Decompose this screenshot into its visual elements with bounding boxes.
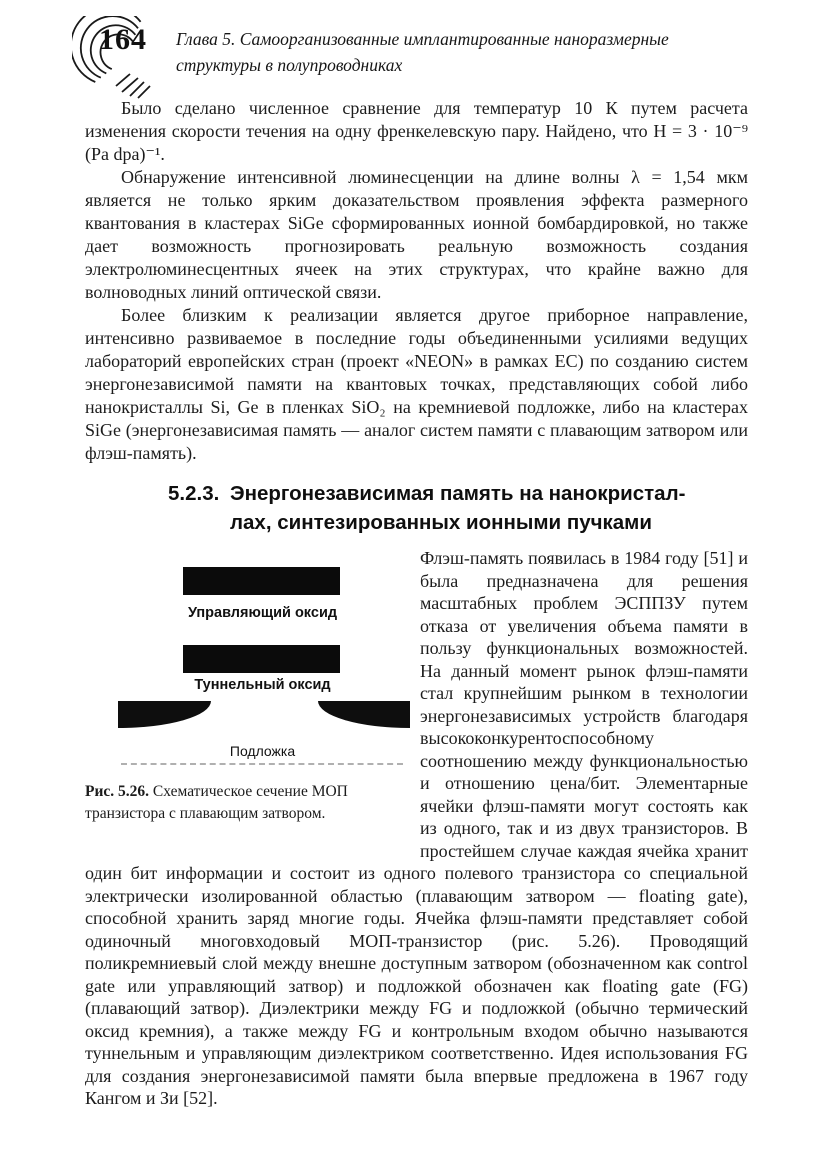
page-header (72, 16, 669, 102)
substrate-bottom-line (121, 763, 403, 765)
source-region (118, 701, 211, 728)
page-number: 164 (99, 23, 147, 56)
page-content (85, 97, 748, 1110)
mos-transistor-diagram (85, 559, 420, 769)
section-title-line1: Энергонезависимая память на нанокристал- (230, 482, 686, 505)
paragraph-flash-memory: Флэш-память появилась в 1984 году [51] и была предназначена для решения масштабных проблем ЭСППЗУ путем отказа от увеличения объема памяти в пользу функциональных возможностей. На данный момент рынок флэш-памяти стал крупнейшим рынком в технологии энергонезависимых устройств благодаря высококонкурентоспособному соотношению между функциональностью и отношению цена/бит. Элементарные ячейки флэш-памяти могут состоять как из одного, так и из двух транзисторов. В простейшем случае каждая ячейка хранит один бит информации и состоит из одного полевого транзистора со специальной электрически изолированной областью (плавающим затвором — floating gate), способной хранить заряд многие годы. Ячейка флэш-памяти представляет собой одиночный многовходовый МОП-транзистор (рис. 5.26). Проводящий поликремниевый слой между внешне доступным затвором (обозначенном как control gate или управляющий затвор) и подложкой обозначен как floating gate (FG) (плавающий затвор). Диэлектрики между FG и подложкой (обычно термический оксид кремния), а также между FG и контрольным входом обычно называются туннельным и управляющим диэлектриком соответственно. Идея использования FG для создания энергонезависимой памяти была впервые предложена в 1967 году Кангом и Зи [52]. (85, 548, 748, 1108)
running-head-line1: Глава 5. Самоорганизованные имплантированные наноразмерные (176, 29, 669, 49)
section-title-line2: лах, синтезированных ионными пучками (230, 511, 652, 534)
chapter-logo (72, 16, 170, 102)
drain-region (318, 701, 410, 728)
running-head (176, 16, 669, 78)
paragraph-luminescence: Обнаружение интенсивной люминесценции на длине волны λ = 1,54 мкм является не только ярким доказательством проявления эффекта размерного квантования в кластерах SiGe сформированных ионной бомбардировкой, но также дает возможность прогнозировать реальную возможность создания электролюминесцентных ячеек на этих структурах, что крайне важно для волноводных линий оптической связи. (85, 167, 748, 302)
figure-caption-number: Рис. 5.26. (85, 783, 150, 800)
paragraph-numerical-comparison: Было сделано численное сравнение для температур 10 К путем расчета изменения скорости течения на одну френкелевскую пару. Найдено, что Н = 3 · 10⁻⁹ (Pa dpa)⁻¹. (85, 98, 748, 164)
section-heading (168, 479, 748, 537)
figure-5-26 (85, 559, 420, 825)
floating-gate-bar (183, 645, 340, 673)
section-title (230, 479, 685, 537)
figure-caption (85, 781, 417, 825)
control-gate-bar (183, 567, 340, 595)
substrate-label: Подложка (229, 743, 296, 759)
section-number: 5.2.3. (168, 482, 220, 505)
paragraph-neon-project: Более близким к реализации является другое приборное направление, интенсивно развиваемое в последние годы объединенными усилиями ведущих лабораторий европейских стран (проект «NEON» в рамках ЕС) по созданию систем энергонезависимой памяти на квантовых точках, представляющих собой либо нанокристаллы Si, Ge в пленках SiO₂ на кремниевой подложке, либо на кластерах SiGe (энергонезависимая память — аналог систем памяти с плавающим затвором или флэш-память). (85, 305, 748, 463)
figure-caption-text: Схематическое сечение МОП транзистора с плавающим затвором. (85, 783, 348, 822)
tunnel-oxide-label: Туннельный оксид (194, 677, 331, 693)
control-oxide-label: Управляющий оксид (187, 605, 338, 621)
running-head-line2: структуры в полупроводниках (176, 55, 403, 75)
